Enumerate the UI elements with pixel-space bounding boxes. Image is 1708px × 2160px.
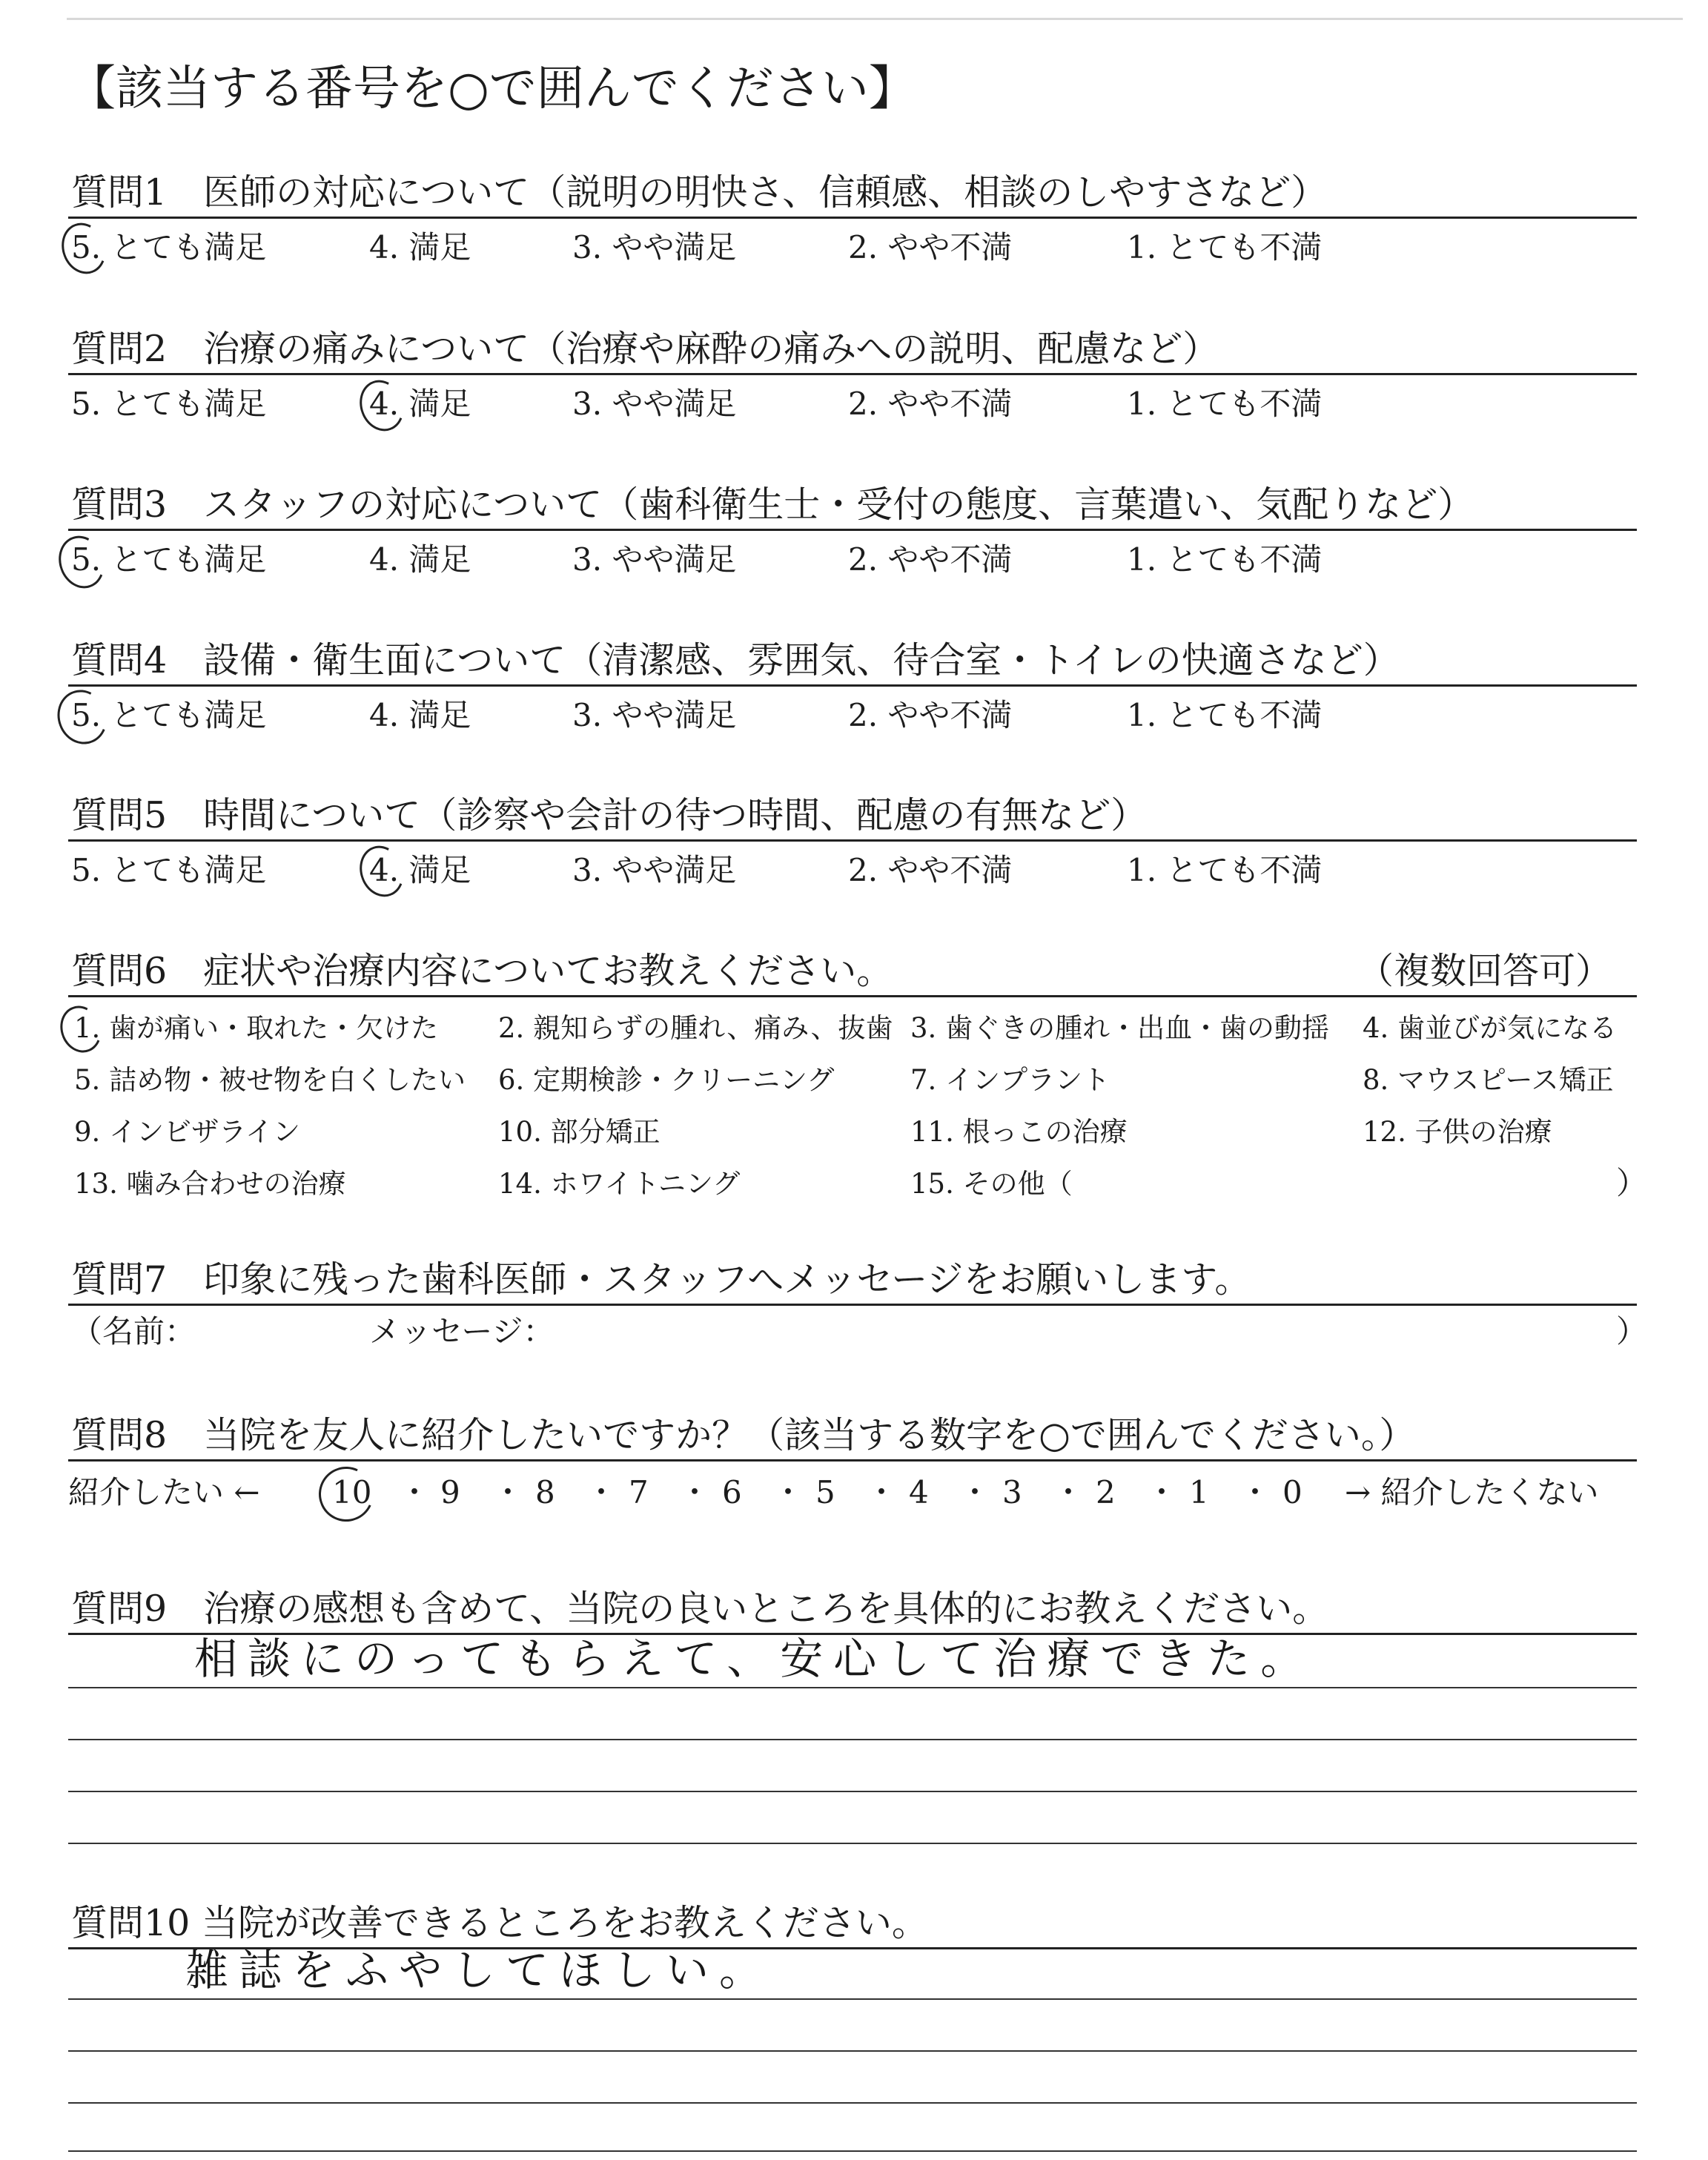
q8-answer-circle xyxy=(311,1459,382,1530)
q8-dot: ・ xyxy=(492,1474,524,1510)
q1-option-2[interactable]: 2. やや不満 xyxy=(848,229,1013,265)
q7-name-label: （名前： xyxy=(71,1313,196,1350)
answer-line xyxy=(68,1739,1637,1740)
q6-option-13[interactable]: 13. 噛み合わせの治療 xyxy=(74,1168,346,1200)
q2-option-2[interactable]: 2. やや不満 xyxy=(848,386,1013,422)
q1-option-5[interactable]: 5. とても満足 xyxy=(71,229,267,265)
question-10 xyxy=(68,1903,1637,1949)
q8-dot: ・ xyxy=(1239,1474,1271,1510)
question-7-text: 質問7 印象に残った歯科医師・スタッフへメッセージをお願いします。 xyxy=(71,1258,1251,1301)
question-6-note: （複数回答可） xyxy=(1357,950,1612,992)
q8-dot: ・ xyxy=(959,1474,991,1510)
question-10-text: 質問10 当院が改善できるところをお教えください。 xyxy=(71,1902,928,1944)
q8-right-label: → 紹介したくない xyxy=(1345,1474,1599,1510)
q1-option-4[interactable]: 4. 満足 xyxy=(369,229,471,265)
q6-option-11[interactable]: 11. 根っこの治療 xyxy=(910,1116,1128,1148)
q8-dot: ・ xyxy=(586,1474,618,1510)
q5-option-2[interactable]: 2. やや不満 xyxy=(848,852,1013,888)
q6-option-7[interactable]: 7. インプラント xyxy=(910,1064,1110,1096)
q6-answer-circle xyxy=(54,1000,108,1059)
question-4-text: 質問4 設備・衛生面について（清潔感、雰囲気、待合室・トイレの快適さなど） xyxy=(71,639,1400,681)
q10-handwritten-answer: 雑誌をふやしてほしい。 xyxy=(185,1945,773,1995)
question-6-text: 質問6 症状や治療内容についてお教えください。 xyxy=(71,950,893,992)
q6-option-4[interactable]: 4. 歯並びが気になる xyxy=(1363,1012,1618,1044)
q2-answer-circle xyxy=(353,374,411,437)
q4-option-5[interactable]: 5. とても満足 xyxy=(71,697,267,733)
q8-score-3[interactable]: 3 xyxy=(1002,1474,1022,1510)
q1-answer-circle xyxy=(55,217,113,280)
q3-option-2[interactable]: 2. やや不満 xyxy=(848,541,1013,578)
q8-score-9[interactable]: 9 xyxy=(440,1474,460,1510)
question-8-text: 質問8 当院を友人に紹介したいですか？（該当する数字を○で囲んでください。） xyxy=(71,1414,1416,1456)
q8-dot: ・ xyxy=(866,1474,898,1510)
q8-dot: ・ xyxy=(1053,1474,1085,1510)
q8-score-7[interactable]: 7 xyxy=(629,1474,649,1510)
answer-line xyxy=(68,2102,1637,2104)
q8-score-4[interactable]: 4 xyxy=(909,1474,929,1510)
q6-option-5[interactable]: 5. 詰め物・被せ物を白くしたい xyxy=(74,1064,466,1096)
answer-line xyxy=(68,1687,1637,1688)
q3-answer-circle xyxy=(51,529,111,595)
q8-score-8[interactable]: 8 xyxy=(535,1474,555,1510)
page-title: 【該当する番号を○で囲んでください】 xyxy=(68,62,916,116)
q5-answer-circle xyxy=(353,839,411,903)
question-7 xyxy=(68,1259,1637,1306)
q6-option-2[interactable]: 2. 親知らずの腫れ、痛み、抜歯 xyxy=(498,1012,893,1044)
q4-option-3[interactable]: 3. やや満足 xyxy=(572,697,737,733)
question-2-text: 質問2 治療の痛みについて（治療や麻酔の痛みへの説明、配慮など） xyxy=(71,328,1219,370)
q4-option-1[interactable]: 1. とても不満 xyxy=(1127,697,1323,733)
q6-option-10[interactable]: 10. 部分矯正 xyxy=(498,1116,661,1148)
q6-option-1[interactable]: 1. 歯が痛い・取れた・欠けた xyxy=(74,1012,439,1044)
q3-option-3[interactable]: 3. やや満足 xyxy=(572,541,737,578)
q6-option-15[interactable]: 15. その他（ xyxy=(910,1168,1073,1200)
q5-option-1[interactable]: 1. とても不満 xyxy=(1127,852,1323,888)
q6-option-3[interactable]: 3. 歯ぐきの腫れ・出血・歯の動揺 xyxy=(910,1012,1330,1044)
question-5-text: 質問5 時間について（診察や会計の待つ時間、配慮の有無など） xyxy=(71,794,1148,836)
q8-dot: ・ xyxy=(399,1474,431,1510)
q3-option-1[interactable]: 1. とても不満 xyxy=(1127,541,1323,578)
question-8 xyxy=(68,1415,1637,1462)
q2-option-3[interactable]: 3. やや満足 xyxy=(572,386,737,422)
q8-score-0[interactable]: 0 xyxy=(1282,1474,1302,1510)
q8-score-10[interactable]: 10 xyxy=(332,1474,372,1510)
q2-option-4[interactable]: 4. 満足 xyxy=(369,386,471,422)
answer-line xyxy=(68,1791,1637,1792)
q2-option-1[interactable]: 1. とても不満 xyxy=(1127,386,1323,422)
q7-close-paren: ） xyxy=(1616,1313,1648,1350)
question-4 xyxy=(68,640,1637,687)
q6-option-14[interactable]: 14. ホワイトニング xyxy=(498,1168,741,1200)
answer-line xyxy=(68,1998,1637,2000)
q8-score-1[interactable]: 1 xyxy=(1189,1474,1209,1510)
q6-option-15-close: ） xyxy=(1616,1165,1648,1201)
q1-option-1[interactable]: 1. とても不満 xyxy=(1127,229,1323,265)
question-3-text: 質問3 スタッフの対応について（歯科衛生士・受付の態度、言葉遣い、気配りなど） xyxy=(71,483,1474,526)
question-1-text: 質問1 医師の対応について（説明の明快さ、信頼感、相談のしやすさなど） xyxy=(71,171,1328,214)
q9-handwritten-answer: 相談にのってもらえて、安心して治療できた。 xyxy=(194,1634,1314,1684)
q1-option-3[interactable]: 3. やや満足 xyxy=(572,229,737,265)
q5-option-5[interactable]: 5. とても満足 xyxy=(71,852,267,888)
q8-score-5[interactable]: 5 xyxy=(815,1474,835,1510)
q8-dot: ・ xyxy=(772,1474,804,1510)
q4-option-2[interactable]: 2. やや不満 xyxy=(848,697,1013,733)
q6-option-12[interactable]: 12. 子供の治療 xyxy=(1363,1116,1552,1148)
q4-answer-circle xyxy=(50,683,114,751)
answer-line xyxy=(68,2150,1637,2152)
q6-option-8[interactable]: 8. マウスピース矯正 xyxy=(1363,1064,1614,1096)
top-border xyxy=(67,18,1683,20)
q8-score-2[interactable]: 2 xyxy=(1096,1474,1116,1510)
q3-option-5[interactable]: 5. とても満足 xyxy=(71,541,267,578)
q2-option-5[interactable]: 5. とても満足 xyxy=(71,386,267,422)
q4-option-4[interactable]: 4. 満足 xyxy=(369,697,471,733)
q7-message-label: メッセージ： xyxy=(369,1313,555,1350)
answer-line xyxy=(68,2050,1637,2052)
q5-option-3[interactable]: 3. やや満足 xyxy=(572,852,737,888)
q6-option-9[interactable]: 9. インビザライン xyxy=(74,1116,300,1148)
q8-left-label: 紹介したい ← xyxy=(68,1474,260,1510)
question-9 xyxy=(68,1588,1637,1635)
q6-option-6[interactable]: 6. 定期検診・クリーニング xyxy=(498,1064,835,1096)
question-2 xyxy=(68,328,1637,375)
q8-dot: ・ xyxy=(679,1474,711,1510)
question-6 xyxy=(68,951,1637,997)
question-3 xyxy=(68,484,1637,531)
q3-option-4[interactable]: 4. 満足 xyxy=(369,541,471,578)
question-9-text: 質問9 治療の感想も含めて、当院の良いところを具体的にお教えください。 xyxy=(71,1588,1329,1630)
question-1 xyxy=(68,172,1637,219)
question-5 xyxy=(68,795,1637,842)
answer-line xyxy=(68,1843,1637,1844)
q5-option-4[interactable]: 4. 満足 xyxy=(369,852,471,888)
q8-score-6[interactable]: 6 xyxy=(722,1474,742,1510)
q8-dot: ・ xyxy=(1146,1474,1178,1510)
